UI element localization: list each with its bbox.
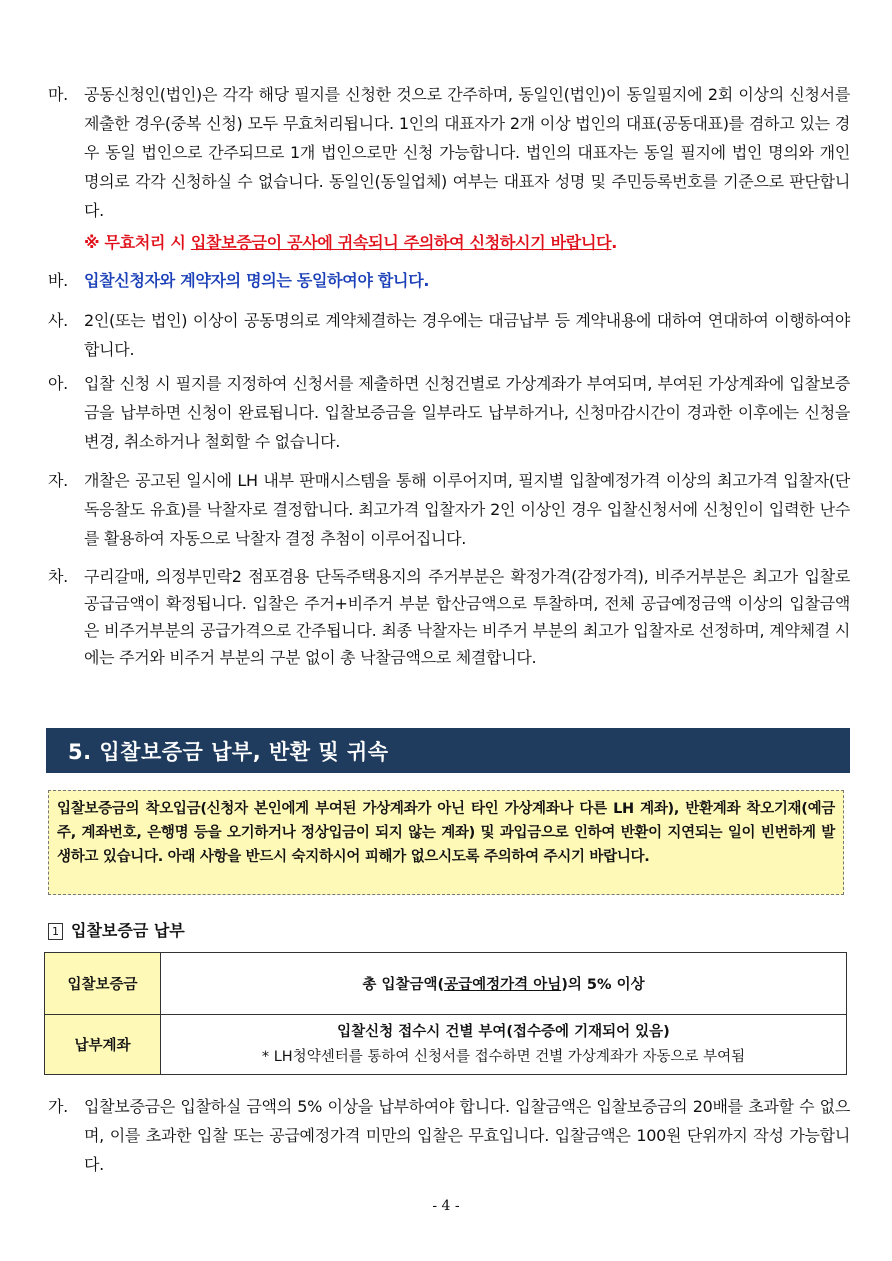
item-text: 2인(또는 법인) 이상이 공동명의로 계약체결하는 경우에는 대금납부 등 계약내용에 대하여 연대하여 이행하여야 합니다.	[84, 311, 850, 359]
deposit-table	[44, 952, 847, 1075]
item-ba	[48, 266, 850, 295]
item-text: 입찰보증금은 입찰하실 금액의 5% 이상을 납부하여야 합니다. 입찰금액은 입찰보증금의 20배를 초과할 수 없으며, 이를 초과한 입찰 또는 공급예정가격 미만의 입찰은 무효입니다. 입찰금액은 100원 단위까지 작성 가능합니다.	[84, 1097, 850, 1174]
item-marker: 차.	[48, 567, 68, 586]
item-cha	[48, 563, 850, 671]
item-sa	[48, 306, 850, 364]
item-marker: 아.	[48, 374, 68, 393]
item-text: 구리갈매, 의정부민락2 점포겸용 단독주택용지의 주거부분은 확정가격(감정가격), 비주거부분은 최고가 입찰로 공급금액이 확정됩니다. 입찰은 주거+비주거 부분 합산금액으로 투찰하며, 전체 공급예정금액 이상의 입찰금액은 비주거부분의 공급가격으로 간주됩니다. 최종 낙찰자는 비주거 부분의 최고가 입찰자로 선정하며, 계약체결 시에는 주거와 비주거 부분의 구분 없이 총 낙찰금액으로 체결합니다.	[84, 567, 850, 667]
row-header: 납부계좌	[45, 1015, 161, 1075]
item-marker: 마.	[48, 85, 68, 104]
item-marker: 사.	[48, 311, 68, 330]
item-a	[48, 369, 850, 456]
row-header: 입찰보증금	[45, 953, 161, 1015]
item-text: 개찰은 공고된 일시에 LH 내부 판매시스템을 통해 이루어지며, 필지별 입찰예정가격 이상의 최고가격 입찰자(단독응찰도 유효)를 낙찰자로 결정합니다. 최고가격 입찰자가 2인 이상인 경우 입찰신청서에 신청인이 입력한 난수를 활용하여 자동으로 낙찰자 결정 추첨이 이루어집니다.	[84, 471, 850, 548]
table-row	[45, 953, 847, 1015]
section-header	[46, 728, 850, 773]
row-value: 총 입찰금액(공급예정가격 아님)의 5% 이상	[161, 953, 847, 1015]
item-text: 입찰신청자와 계약자의 명의는 동일하여야 합니다.	[84, 271, 430, 290]
item-marker: 가.	[48, 1097, 68, 1116]
item-marker: 자.	[48, 471, 68, 490]
item-ma	[48, 80, 850, 257]
item-ga	[48, 1092, 850, 1179]
item-text: 입찰 신청 시 필지를 지정하여 신청서를 제출하면 신청건별로 가상계좌가 부여되며, 부여된 가상계좌에 입찰보증금을 납부하면 신청이 완료됩니다. 입찰보증금을 일부라도 납부하거나, 신청마감시간이 경과한 이후에는 신청을 변경, 취소하거나 철회할 수 없습니다.	[84, 374, 850, 451]
subsection-number: 1	[48, 923, 63, 940]
page-number: - 4 -	[432, 1198, 460, 1214]
section-title: 5. 입찰보증금 납부, 반환 및 귀속	[68, 740, 389, 764]
item-marker: 바.	[48, 271, 68, 290]
table-row	[45, 1015, 847, 1075]
subsection-title: 1 입찰보증금 납부	[48, 918, 185, 941]
warning-note: ※ 무효처리 시 입찰보증금이 공사에 귀속되니 주의하여 신청하시기 바랍니다.	[84, 233, 618, 252]
row-value: 입찰신청 접수시 건별 부여(접수증에 기재되어 있음) * LH청약센터를 통하여 신청서를 접수하면 건별 가상계좌가 자동으로 부여됨	[161, 1015, 847, 1075]
item-text: 공동신청인(법인)은 각각 해당 필지를 신청한 것으로 간주하며, 동일인(법인)이 동일필지에 2회 이상의 신청서를 제출한 경우(중복 신청) 모두 무효처리됩니다. 1인의 대표자가 2개 이상 법인의 대표(공동대표)를 겸하고 있는 경우 동일 법인으로 간주되므로 1개 법인으로만 신청 가능합니다. 법인의 대표자는 동일 필지에 법인 명의와 개인 명의로 각각 신청하실 수 없습니다. 동일인(동일업체) 여부는 대표자 성명 및 주민등록번호를 기준으로 판단합니다.	[84, 85, 850, 220]
item-ja	[48, 466, 850, 553]
notice-box: 입찰보증금의 착오입금(신청자 본인에게 부여된 가상계좌가 아닌 타인 가상계좌나 다른 LH 계좌), 반환계좌 착오기재(예금주, 계좌번호, 은행명 등을 오기하거나 정상입금이 되지 않는 계좌) 및 과입금으로 인하여 반환이 지연되는 일이 빈번하게 발생하고 있습니다. 아래 사항을 반드시 숙지하시어 피해가 없으시도록 주의하여 주시기 바랍니다.	[48, 790, 844, 895]
